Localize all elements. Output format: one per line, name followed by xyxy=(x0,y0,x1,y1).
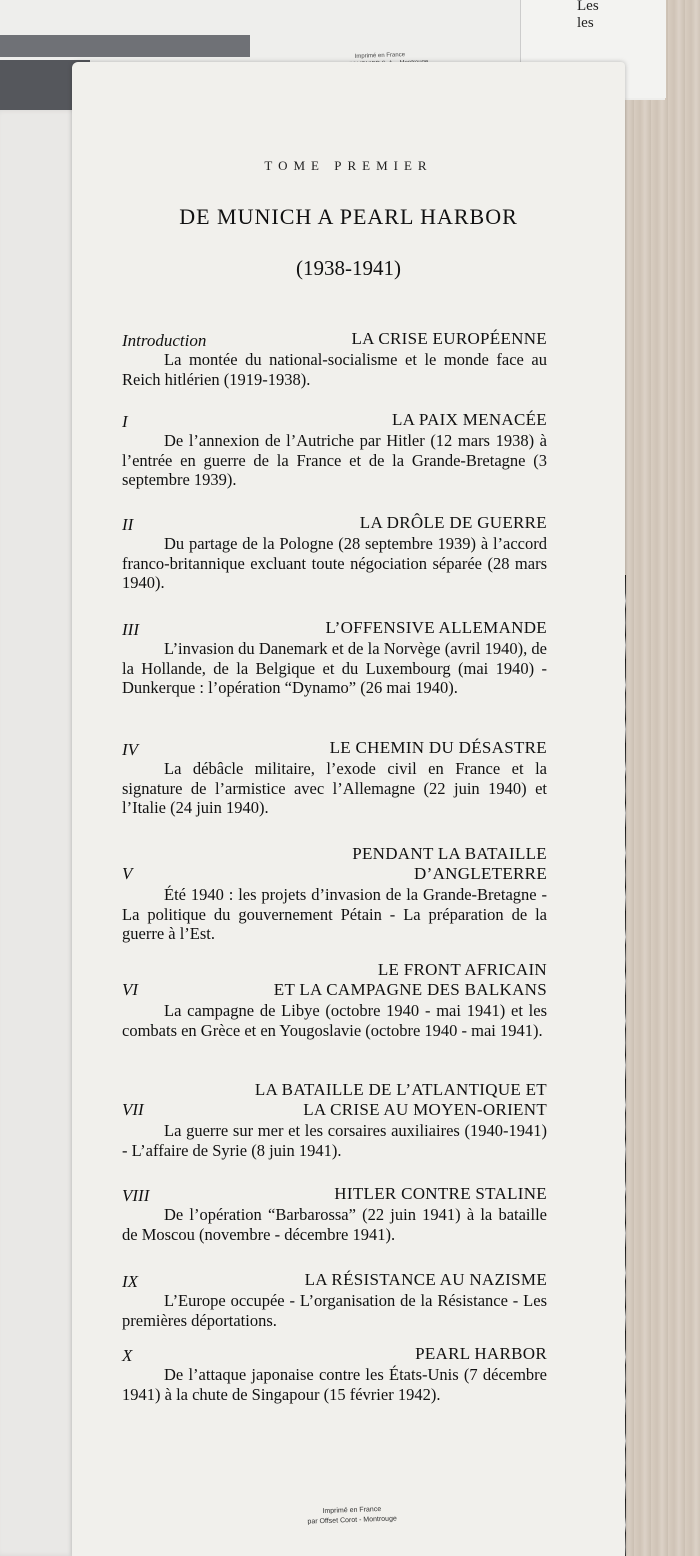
book-title: DE MUNICH A PEARL HARBOR xyxy=(179,204,518,229)
chapter-entry xyxy=(122,618,547,698)
chapter-entry xyxy=(122,1270,547,1330)
chapter-entry xyxy=(122,1184,547,1244)
chapter-entry xyxy=(122,960,547,1040)
chapter-description: La guerre sur mer et les corsaires auxiliaires (1940-1941) - L’affaire de Syrie (8 juin 1941). xyxy=(122,1121,547,1160)
chapter-title: L’OFFENSIVE ALLEMANDE xyxy=(325,618,547,637)
partial-word: Les xyxy=(577,0,599,14)
partial-word: les xyxy=(577,15,594,31)
chapter-title: LE CHEMIN DU DÉSASTRE xyxy=(329,738,547,757)
chapter-description: De l’attaque japonaise contre les États-Unis (7 décembre 1941) à la chute de Singapour (15 février 1942). xyxy=(122,1365,547,1404)
chapter-entry xyxy=(122,738,547,818)
chapter-title: LE FRONT AFRICAIN xyxy=(377,960,547,979)
bottom-imprint-note xyxy=(272,1503,433,1529)
chapter-number: VII xyxy=(122,1100,144,1119)
chapter-description: De l’opération “Barbarossa” (22 juin 1941) à la bataille de Moscou (novembre - décembre 1941). xyxy=(122,1205,547,1244)
chapter-title: LA RÉSISTANCE AU NAZISME xyxy=(304,1270,547,1289)
chapter-description: La campagne de Libye (octobre 1940 - mai 1941) et les combats en Grèce et en Yougoslavie (octobre 1940 - mai 1941). xyxy=(122,1001,547,1040)
chapter-number: IX xyxy=(122,1272,139,1291)
chapter-entry xyxy=(122,844,547,944)
bottom-imprint-line: par Offset Corot - Montrouge xyxy=(307,1515,397,1526)
dark-band-decoration xyxy=(0,35,250,57)
chapter-number: III xyxy=(122,620,139,639)
chapter-description: De l’annexion de l’Autriche par Hitler (12 mars 1938) à l’entrée en guerre de la France et de la Grande-Bretagne (3 septembre 1939). xyxy=(122,431,547,489)
chapter-title: LA PAIX MENACÉE xyxy=(392,410,547,429)
chapter-number: IV xyxy=(122,740,139,759)
volume-label: TOME PREMIER xyxy=(264,158,433,173)
chapter-number: X xyxy=(122,1346,133,1365)
chapter-title: LA BATAILLE DE L’ATLANTIQUE ET xyxy=(254,1080,547,1099)
chapter-number: I xyxy=(122,412,128,431)
top-right-partial-text xyxy=(577,0,599,32)
chapter-entry xyxy=(122,410,547,490)
book-dates: (1938-1941) xyxy=(296,256,401,280)
chapter-title: PENDANT LA BATAILLE xyxy=(352,844,547,863)
chapter-description: Du partage de la Pologne (28 septembre 1939) à l’accord franco-britannique excluant toute négociation séparée (28 mars 1940). xyxy=(122,534,547,592)
chapter-title: D’ANGLETERRE xyxy=(414,864,547,883)
bottom-imprint-line: Imprimé en France xyxy=(322,1505,382,1516)
chapter-description: L’invasion du Danemark et de la Norvège (avril 1940), de la Hollande, de la Belgique et du Luxembourg (mai 1940) - Dunkerque : l’opération “Dynamo” (26 mai 1940). xyxy=(122,639,547,697)
chapter-title: LA CRISE EUROPÉENNE xyxy=(351,329,547,348)
chapter-description: Été 1940 : les projets d’invasion de la Grande-Bretagne - La politique du gouvernement Pétain - La préparation de la guerre à l’Est. xyxy=(122,885,547,943)
chapter-title: ET LA CAMPAGNE DES BALKANS xyxy=(273,980,547,999)
chapter-title: PEARL HARBOR xyxy=(415,1344,547,1363)
chapter-number: VI xyxy=(122,980,139,999)
top-imprint-line: Imprimé en France xyxy=(354,52,406,60)
chapter-number: Introduction xyxy=(122,331,207,350)
chapter-title: LA DRÔLE DE GUERRE xyxy=(359,513,547,532)
chapter-number: V xyxy=(122,864,133,883)
chapter-entry xyxy=(122,1344,547,1404)
chapter-description: La débâcle militaire, l’exode civil en France et la signature de l’armistice avec l’Allemagne (22 juin 1940) et l’Italie (24 juin 1940). xyxy=(122,759,547,817)
chapter-entry xyxy=(122,1080,547,1160)
chapter-description: La montée du national-socialisme et le monde face au Reich hitlérien (1919-1938). xyxy=(122,350,547,389)
chapter-entry xyxy=(122,513,547,593)
chapter-title: LA CRISE AU MOYEN-ORIENT xyxy=(303,1100,547,1119)
table-of-contents-page xyxy=(72,62,625,1556)
chapter-description: L’Europe occupée - L’organisation de la Résistance - Les premières déportations. xyxy=(122,1291,547,1330)
chapter-entry xyxy=(122,329,547,389)
chapter-number: VIII xyxy=(122,1186,150,1205)
chapter-title: HITLER CONTRE STALINE xyxy=(334,1184,547,1203)
chapter-number: II xyxy=(122,515,134,534)
